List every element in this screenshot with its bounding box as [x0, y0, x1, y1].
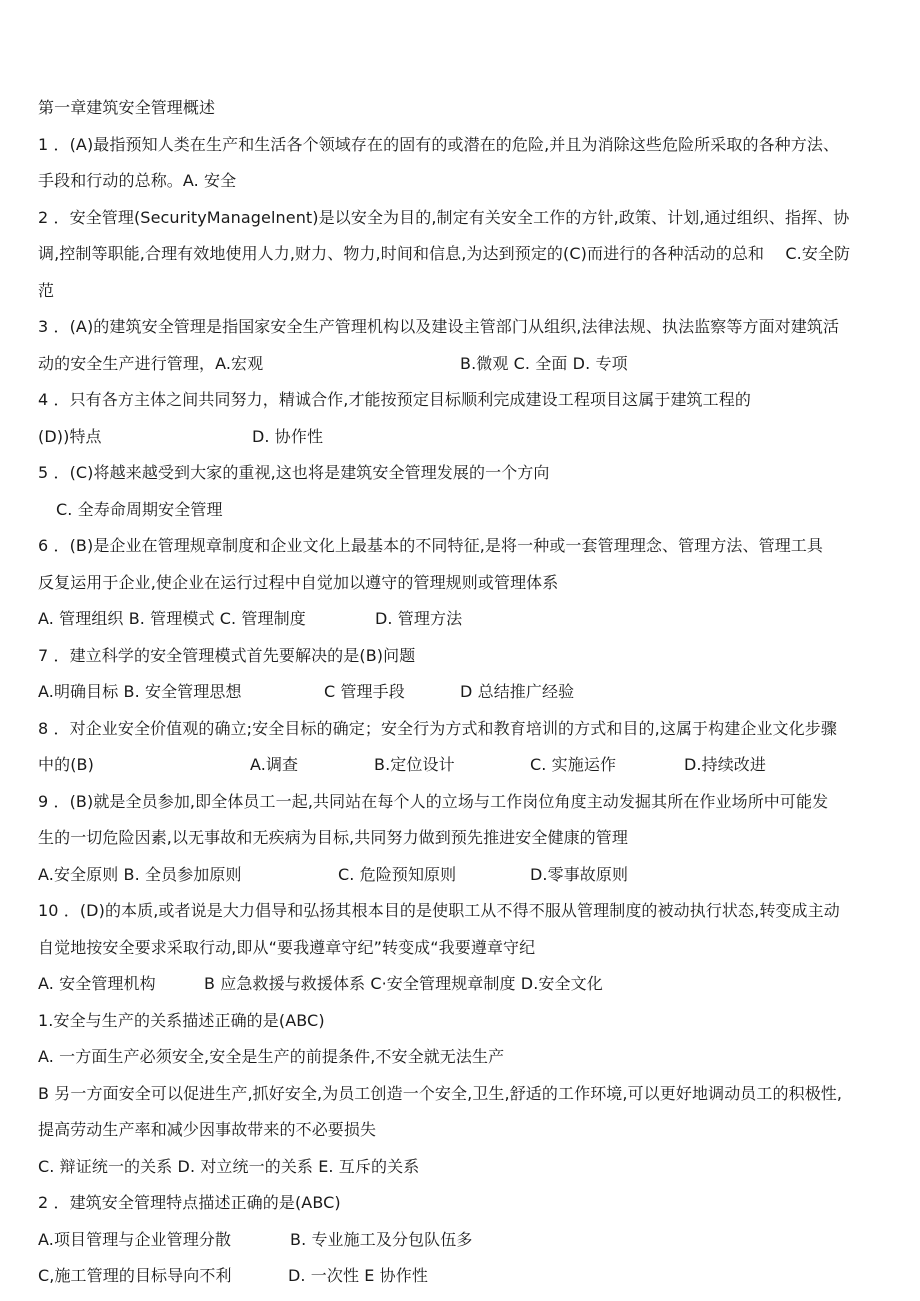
- question-10-option-a: A. 安全管理机构: [38, 974, 156, 993]
- question-9-option-d: D.零事故原则: [530, 864, 629, 884]
- question-8-option-a: A.调查: [250, 755, 299, 774]
- question-1-line-1: 1 ．(A)最指预知人类在生产和生活各个领域存在的固有的或潜在的危险,并且为消除这些危险所采取的各种方法、: [38, 134, 840, 154]
- multi-1-question: 1.安全与生产的关系描述正确的是(ABC): [38, 1010, 325, 1030]
- question-7-line-1: 7 ．建立科学的安全管理模式首先要解决的是(B)问题: [38, 645, 416, 665]
- question-8-answer: 中的(B): [38, 755, 94, 774]
- question-7-options-ab: A.明确目标 B. 安全管理思想: [38, 682, 242, 701]
- question-4-answer: (D))特点: [38, 426, 102, 446]
- multi-2-option-c: C,施工管理的目标导向不利: [38, 1266, 232, 1285]
- question-5-line-1: 5 ．(C)将越来越受到大家的重视,这也将是建筑安全管理发展的一个方向: [38, 463, 550, 482]
- question-5-option: C. 全寿命周期安全管理: [56, 499, 223, 519]
- question-6-option-d: D. 管理方法: [375, 609, 463, 628]
- question-6-options-abc: A. 管理组织 B. 管理模式 C. 管理制度: [38, 609, 306, 628]
- question-2-line-1: 2 ．安全管理(SecurityManagelnent)是以安全为目的,制定有关安全工作的方针,政策、计划,通过组织、指挥、协: [38, 207, 850, 227]
- multi-1-option-b-line-1: B 另一方面安全可以促进生产,抓好安全,为员工创造一个安全,卫生,舒适的工作环境,可以更好地调动员工的积极性,: [38, 1083, 843, 1103]
- question-4-option: D. 协作性: [252, 426, 324, 446]
- multi-2-option-a: A.项目管理与企业管理分散: [38, 1229, 232, 1249]
- question-10-options: [38, 966, 888, 1003]
- question-7-options: [38, 674, 888, 711]
- question-10-options-bcd: B 应急救援与救援体系 C·安全管理规章制度 D.安全文化: [204, 974, 603, 993]
- multi-2-question: 2 ．建筑安全管理特点描述正确的是(ABC): [38, 1193, 341, 1212]
- question-3-options: B.微观 C. 全面 D. 专项: [460, 353, 628, 373]
- chapter-title: 第一章建筑安全管理概述: [38, 98, 216, 117]
- question-7-option-d: D 总结推广经验: [460, 682, 575, 701]
- multi-2-option-b: B. 专业施工及分包队伍多: [290, 1229, 473, 1249]
- question-8-line-1: 8 ．对企业安全价值观的确立;安全目标的确定；安全行为方式和教育培训的方式和目的,这属于构建企业文化步骤: [38, 718, 837, 738]
- question-6-line-1: 6 ．(B)是企业在管理规章制度和企业文化上最基本的不同特征,是将一种或一套管理理念、管理方法、管理工具: [38, 536, 824, 555]
- question-8-line-2: [38, 747, 888, 784]
- question-3-stem-tail: 动的安全生产进行管理，A.宏观: [38, 353, 264, 373]
- question-10-line-2: 自觉地按安全要求采取行动,即从“要我遵章守纪”转变成“我要遵章守纪: [38, 937, 536, 957]
- question-9-option-c: C. 危险预知原则: [338, 864, 457, 884]
- question-3-line-1: 3 ．(A)的建筑安全管理是指国家安全生产管理机构以及建设主管部门从组织,法律法规、执法监察等方面对建筑活: [38, 317, 840, 336]
- question-9-options: [38, 857, 888, 894]
- question-2-line-2: 调,控制等职能,合理有效地使用人力,财力、物力,时间和信息,为达到预定的(C)而进行的各种活动的总和 C.安全防: [38, 244, 851, 263]
- question-8-option-b: B.定位设计: [374, 755, 455, 774]
- question-4-line-1: 4 ．只有各方主体之间共同努力，精诚合作,才能按预定目标顺利完成建设工程项目这属于建筑工程的: [38, 390, 751, 409]
- multi-1-option-b-line-2: 提高劳动生产率和减少因事故带来的不必要损失: [38, 1120, 377, 1139]
- question-10-line-1: 10 ．(D)的本质,或者说是大力倡导和弘扬其根本目的是使职工从不得不服从管理制度的被动执行状态,转变成主动: [38, 901, 840, 920]
- question-6-options: [38, 601, 888, 638]
- question-2-line-3: 范: [38, 280, 55, 300]
- question-7-option-c: C 管理手段: [324, 682, 405, 701]
- document-page: [38, 90, 888, 1295]
- question-6-line-2: 反复运用于企业,使企业在运行过程中自觉加以遵守的管理规则或管理体系: [38, 572, 559, 592]
- question-9-line-2: 生的一切危险因素,以无事故和无疾病为目标,共同努力做到预先推进安全健康的管理: [38, 828, 628, 847]
- multi-1-options-cde: C. 辩证统一的关系 D. 对立统一的关系 E. 互斥的关系: [38, 1156, 420, 1176]
- question-4-line-2: [38, 419, 888, 456]
- question-8-option-d: D.持续改进: [684, 755, 767, 774]
- multi-2-options-ab: [38, 1222, 888, 1259]
- multi-1-option-a: A. 一方面生产必须安全,安全是生产的前提条件,不安全就无法生产: [38, 1047, 505, 1066]
- question-9-line-1: 9 ．(B)就是全员参加,即全体员工一起,共同站在每个人的立场与工作岗位角度主动发掘其所在作业场所中可能发: [38, 791, 829, 811]
- multi-2-options-cde: [38, 1258, 888, 1295]
- question-1-line-2: 手段和行动的总称。A. 安全: [38, 171, 237, 190]
- question-8-option-c: C. 实施运作: [530, 755, 617, 774]
- question-9-options-ab: A.安全原则 B. 全员参加原则: [38, 864, 242, 884]
- question-3-line-2: [38, 346, 888, 383]
- multi-2-options-de: D. 一次性 E 协作性: [288, 1266, 428, 1285]
